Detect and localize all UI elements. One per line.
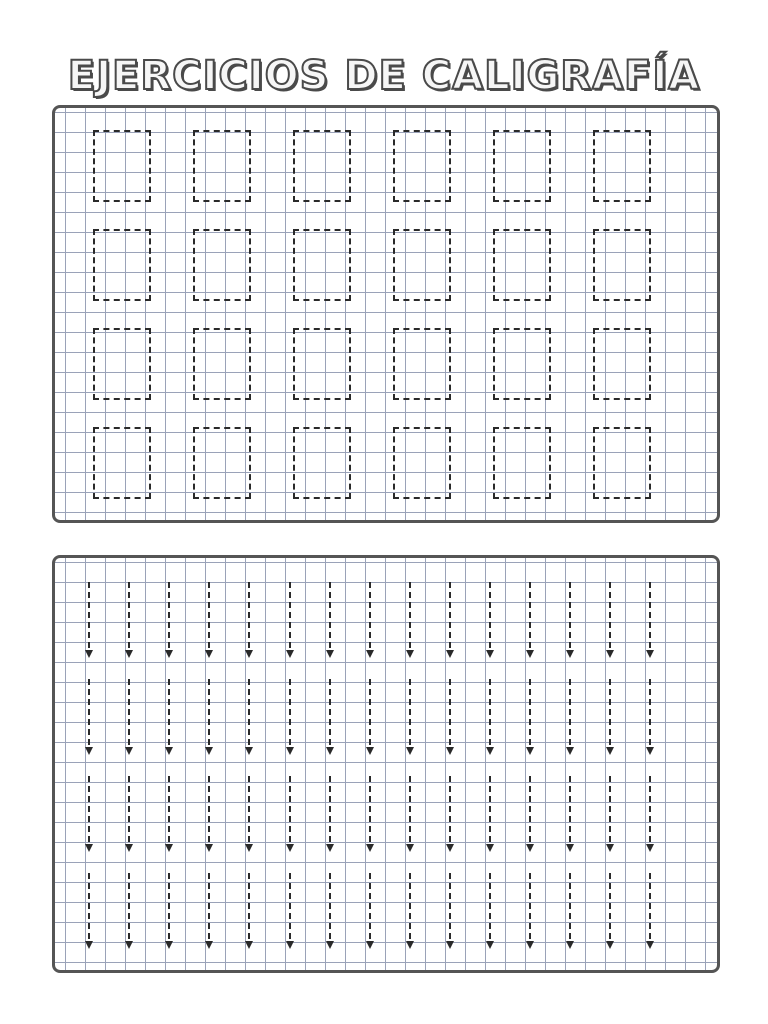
- arrow-down-icon: [326, 844, 334, 852]
- trace-box: [93, 229, 151, 301]
- trace-line-arrow: [524, 873, 536, 949]
- arrow-down-icon: [446, 844, 454, 852]
- trace-line-arrow: [364, 679, 376, 755]
- trace-line-arrow: [404, 679, 416, 755]
- arrow-down-icon: [486, 650, 494, 658]
- arrow-down-icon: [566, 747, 574, 755]
- arrow-down-icon: [526, 650, 534, 658]
- arrow-down-icon: [646, 941, 654, 949]
- trace-line-arrow: [564, 679, 576, 755]
- line-tracing-panel: [52, 555, 720, 973]
- arrow-down-icon: [286, 844, 294, 852]
- arrow-down-icon: [646, 747, 654, 755]
- trace-line-arrow: [444, 679, 456, 755]
- trace-line-arrow: [243, 776, 255, 852]
- arrow-down-icon: [486, 941, 494, 949]
- trace-box: [493, 130, 551, 202]
- trace-line-arrow: [524, 582, 536, 658]
- arrow-down-icon: [165, 650, 173, 658]
- arrow-down-icon: [245, 941, 253, 949]
- trace-box: [593, 427, 651, 499]
- trace-line-arrow: [163, 679, 175, 755]
- arrow-down-icon: [486, 747, 494, 755]
- trace-box: [293, 328, 351, 400]
- trace-box: [593, 328, 651, 400]
- arrow-down-icon: [245, 650, 253, 658]
- trace-line-arrow: [324, 873, 336, 949]
- arrow-down-icon: [646, 844, 654, 852]
- trace-box: [193, 229, 251, 301]
- trace-line-arrow: [123, 873, 135, 949]
- arrow-down-icon: [406, 747, 414, 755]
- trace-box: [493, 229, 551, 301]
- arrow-down-icon: [205, 747, 213, 755]
- arrow-down-icon: [406, 844, 414, 852]
- trace-box: [93, 427, 151, 499]
- arrow-down-icon: [125, 844, 133, 852]
- trace-line-arrow: [83, 582, 95, 658]
- trace-line-arrow: [123, 776, 135, 852]
- trace-line-arrow: [604, 679, 616, 755]
- trace-box: [293, 130, 351, 202]
- trace-line-arrow: [243, 679, 255, 755]
- trace-line-arrow: [644, 582, 656, 658]
- trace-line-arrow: [564, 582, 576, 658]
- trace-line-arrow: [444, 873, 456, 949]
- arrow-down-icon: [326, 941, 334, 949]
- arrow-down-icon: [326, 747, 334, 755]
- trace-box: [593, 130, 651, 202]
- trace-line-arrow: [444, 776, 456, 852]
- trace-box: [93, 130, 151, 202]
- trace-line-arrow: [83, 679, 95, 755]
- arrow-down-icon: [165, 747, 173, 755]
- trace-line-arrow: [604, 873, 616, 949]
- arrow-down-icon: [205, 650, 213, 658]
- trace-line-arrow: [524, 776, 536, 852]
- arrow-down-icon: [85, 844, 93, 852]
- trace-line-arrow: [564, 873, 576, 949]
- trace-box: [393, 229, 451, 301]
- trace-line-arrow: [284, 582, 296, 658]
- trace-line-arrow: [404, 776, 416, 852]
- arrow-down-icon: [165, 941, 173, 949]
- trace-line-arrow: [163, 873, 175, 949]
- arrow-down-icon: [606, 747, 614, 755]
- trace-line-arrow: [484, 679, 496, 755]
- trace-box: [393, 130, 451, 202]
- trace-line-arrow: [484, 582, 496, 658]
- trace-line-arrow: [524, 679, 536, 755]
- arrow-down-icon: [85, 650, 93, 658]
- arrow-down-icon: [366, 747, 374, 755]
- trace-line-arrow: [484, 776, 496, 852]
- trace-box: [293, 427, 351, 499]
- trace-line-arrow: [644, 873, 656, 949]
- trace-line-arrow: [564, 776, 576, 852]
- arrow-down-icon: [125, 747, 133, 755]
- trace-box: [593, 229, 651, 301]
- trace-line-arrow: [243, 873, 255, 949]
- trace-line-arrow: [123, 679, 135, 755]
- trace-line-arrow: [644, 679, 656, 755]
- trace-box: [493, 328, 551, 400]
- trace-line-arrow: [163, 776, 175, 852]
- trace-line-arrow: [284, 776, 296, 852]
- trace-line-arrow: [644, 776, 656, 852]
- arrow-down-icon: [606, 941, 614, 949]
- arrow-down-icon: [486, 844, 494, 852]
- trace-line-arrow: [604, 582, 616, 658]
- trace-box: [193, 130, 251, 202]
- box-tracing-panel: [52, 105, 720, 523]
- trace-line-arrow: [83, 776, 95, 852]
- arrow-down-icon: [125, 650, 133, 658]
- trace-line-arrow: [203, 679, 215, 755]
- arrow-down-icon: [205, 844, 213, 852]
- trace-box: [293, 229, 351, 301]
- arrow-down-icon: [446, 941, 454, 949]
- arrow-down-icon: [286, 941, 294, 949]
- arrow-down-icon: [205, 941, 213, 949]
- trace-line-arrow: [284, 873, 296, 949]
- arrow-down-icon: [286, 747, 294, 755]
- trace-box: [393, 427, 451, 499]
- trace-line-arrow: [404, 582, 416, 658]
- trace-box: [493, 427, 551, 499]
- arrow-down-icon: [125, 941, 133, 949]
- arrow-down-icon: [566, 650, 574, 658]
- trace-line-arrow: [364, 873, 376, 949]
- trace-line-arrow: [324, 776, 336, 852]
- trace-line-arrow: [203, 582, 215, 658]
- trace-box: [193, 427, 251, 499]
- arrow-down-icon: [566, 844, 574, 852]
- trace-line-arrow: [364, 582, 376, 658]
- arrow-down-icon: [566, 941, 574, 949]
- trace-line-arrow: [444, 582, 456, 658]
- page-title: EJERCICIOS DE CALIGRAFÍA: [67, 53, 701, 99]
- trace-line-arrow: [243, 582, 255, 658]
- trace-line-arrow: [404, 873, 416, 949]
- trace-line-arrow: [284, 679, 296, 755]
- arrow-down-icon: [606, 650, 614, 658]
- trace-line-arrow: [484, 873, 496, 949]
- arrow-down-icon: [446, 650, 454, 658]
- trace-line-arrow: [83, 873, 95, 949]
- arrow-down-icon: [85, 747, 93, 755]
- trace-line-arrow: [123, 582, 135, 658]
- arrow-down-icon: [526, 844, 534, 852]
- arrow-down-icon: [446, 747, 454, 755]
- trace-box: [393, 328, 451, 400]
- trace-line-arrow: [324, 679, 336, 755]
- trace-line-arrow: [203, 873, 215, 949]
- trace-line-arrow: [163, 582, 175, 658]
- arrow-down-icon: [165, 844, 173, 852]
- arrow-down-icon: [646, 650, 654, 658]
- arrow-down-icon: [606, 844, 614, 852]
- arrow-down-icon: [326, 650, 334, 658]
- arrow-down-icon: [286, 650, 294, 658]
- arrow-down-icon: [245, 844, 253, 852]
- arrow-down-icon: [366, 941, 374, 949]
- arrow-down-icon: [366, 844, 374, 852]
- arrow-down-icon: [85, 941, 93, 949]
- arrow-down-icon: [406, 941, 414, 949]
- arrow-down-icon: [366, 650, 374, 658]
- trace-box: [193, 328, 251, 400]
- trace-line-arrow: [324, 582, 336, 658]
- trace-line-arrow: [364, 776, 376, 852]
- trace-box: [93, 328, 151, 400]
- arrow-down-icon: [526, 941, 534, 949]
- arrow-down-icon: [526, 747, 534, 755]
- trace-line-arrow: [604, 776, 616, 852]
- arrow-down-icon: [245, 747, 253, 755]
- trace-line-arrow: [203, 776, 215, 852]
- arrow-down-icon: [406, 650, 414, 658]
